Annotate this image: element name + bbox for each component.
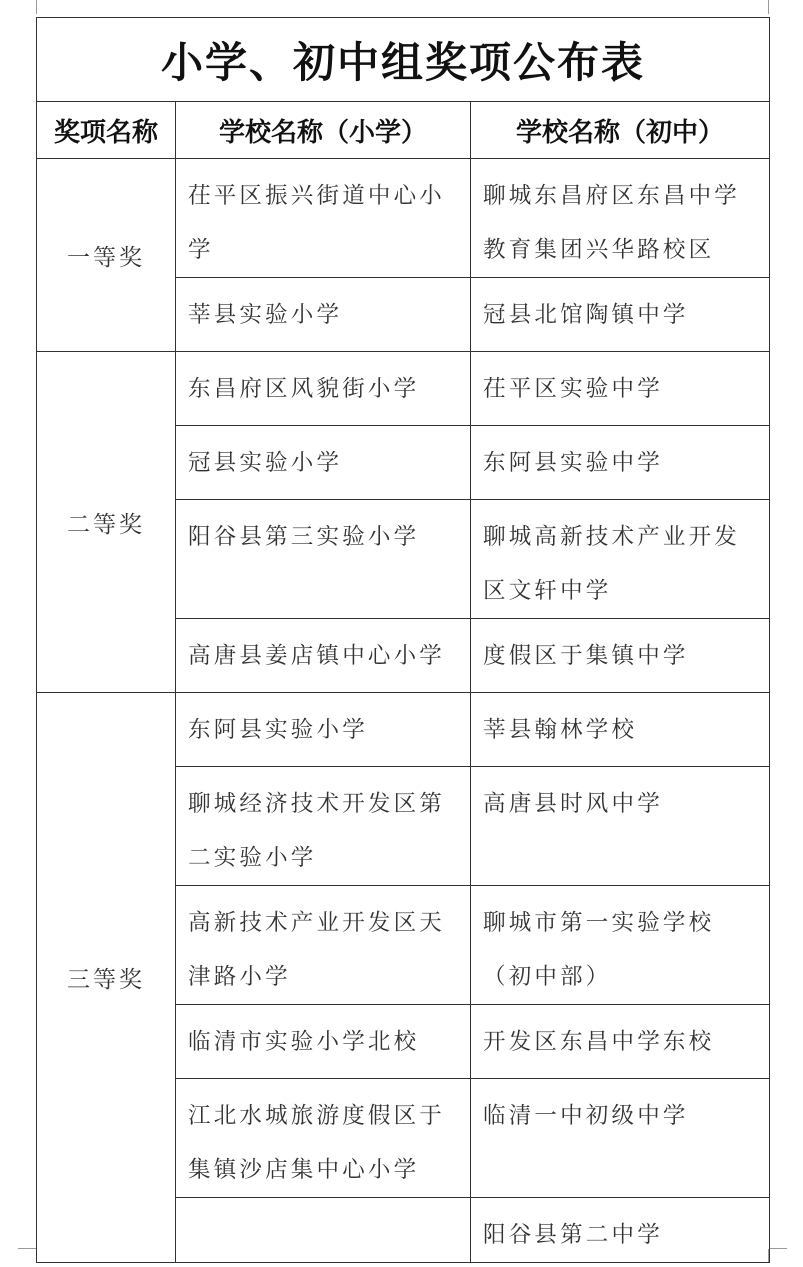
middle-school-cell: 聊城东昌府区东昌中学教育集团兴华路校区 bbox=[471, 159, 770, 278]
crop-mark-bottom-right-h bbox=[769, 1248, 787, 1249]
middle-school-cell: 度假区于集镇中学 bbox=[471, 619, 770, 693]
page-title: 小学、初中组奖项公布表 bbox=[37, 18, 770, 102]
primary-school-cell: 东昌府区风貌街小学 bbox=[176, 352, 471, 426]
middle-school-cell: 东阿县实验中学 bbox=[471, 426, 770, 500]
primary-school-cell: 江北水城旅游度假区于集镇沙店集中心小学 bbox=[176, 1079, 471, 1198]
award-second-prize: 二等奖 bbox=[37, 352, 176, 693]
award-third-prize: 三等奖 bbox=[37, 693, 176, 1263]
header-middle-school: 学校名称（初中） bbox=[471, 102, 770, 159]
middle-school-cell: 莘县翰林学校 bbox=[471, 693, 770, 767]
primary-school-cell: 茌平区振兴街道中心小学 bbox=[176, 159, 471, 278]
primary-school-cell: 冠县实验小学 bbox=[176, 426, 471, 500]
middle-school-cell: 高唐县时风中学 bbox=[471, 767, 770, 886]
primary-school-cell: 聊城经济技术开发区第二实验小学 bbox=[176, 767, 471, 886]
crop-mark-top-right-v bbox=[768, 0, 769, 14]
middle-school-cell: 阳谷县第二中学 bbox=[471, 1198, 770, 1263]
award-first-prize: 一等奖 bbox=[37, 159, 176, 352]
header-row bbox=[37, 102, 770, 159]
primary-school-cell: 阳谷县第三实验小学 bbox=[176, 500, 471, 619]
middle-school-cell: 冠县北馆陶镇中学 bbox=[471, 278, 770, 352]
primary-school-cell: 高唐县姜店镇中心小学 bbox=[176, 619, 471, 693]
award-table-body bbox=[37, 18, 770, 1263]
table-row bbox=[37, 352, 770, 426]
table-row bbox=[37, 693, 770, 767]
middle-school-cell: 临清一中初级中学 bbox=[471, 1079, 770, 1198]
crop-mark-top-left-v bbox=[36, 0, 37, 14]
middle-school-cell: 茌平区实验中学 bbox=[471, 352, 770, 426]
primary-school-cell: 东阿县实验小学 bbox=[176, 693, 471, 767]
title-row bbox=[37, 18, 770, 102]
award-table bbox=[36, 17, 770, 1263]
crop-mark-bottom-left-h bbox=[18, 1248, 36, 1249]
primary-school-cell bbox=[176, 1198, 471, 1263]
primary-school-cell: 高新技术产业开发区天津路小学 bbox=[176, 886, 471, 1005]
middle-school-cell: 聊城市第一实验学校（初中部） bbox=[471, 886, 770, 1005]
primary-school-cell: 莘县实验小学 bbox=[176, 278, 471, 352]
table-row bbox=[37, 159, 770, 278]
middle-school-cell: 聊城高新技术产业开发区文轩中学 bbox=[471, 500, 770, 619]
header-primary-school: 学校名称（小学） bbox=[176, 102, 471, 159]
header-award-name: 奖项名称 bbox=[37, 102, 176, 159]
primary-school-cell: 临清市实验小学北校 bbox=[176, 1005, 471, 1079]
middle-school-cell: 开发区东昌中学东校 bbox=[471, 1005, 770, 1079]
